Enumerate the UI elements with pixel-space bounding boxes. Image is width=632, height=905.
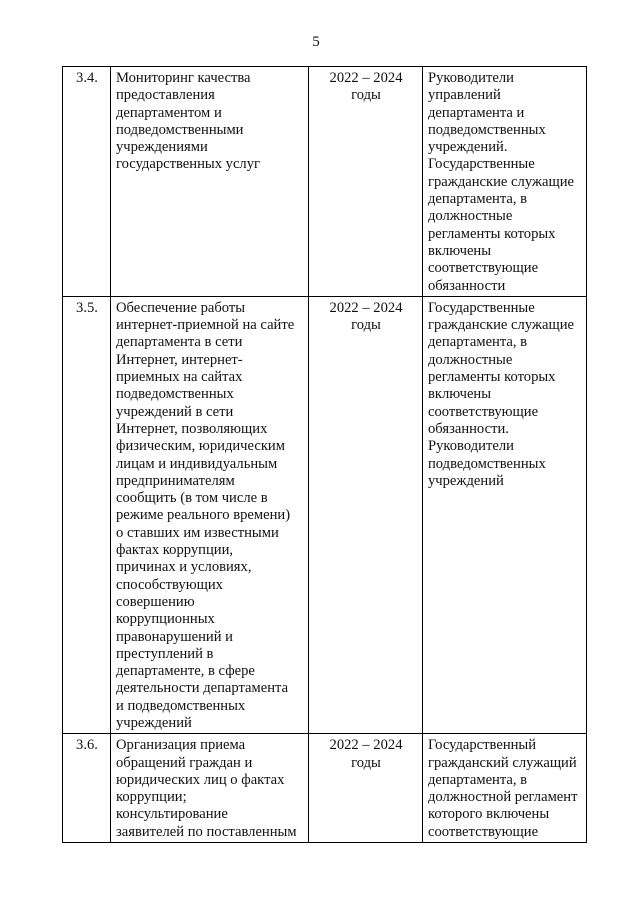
responsible-persons: Руководители управлений департамента и подведомственных учреждений. Государственные гражданские служащие департамента, в должностные регламенты которых включены соответствующие обязанности [423,67,587,297]
measure-description: Организация приема обращений граждан и юридических лиц о фактах коррупции; консультирование заявителей по поставленным [111,734,309,843]
deadline: 2022 – 2024 годы [309,296,423,733]
item-number: 3.6. [63,734,111,843]
responsible-persons: Государственные гражданские служащие департамента, в должностные регламенты которых включены соответствующие обязанности. Руководители подведомственных учреждений [423,296,587,733]
table-row [63,296,587,733]
measure-description: Обеспечение работы интернет-приемной на сайте департамента в сети Интернет, интернет- приемных на сайтах подведомственных учреждений в сети Интернет, позволяющих физическим, юридическим лицам и индивидуальным предпринимателям сообщить (в том числе в режиме реального времени) о ставших им известными фактах коррупции, причинах и условиях, способствующих совершению коррупционных правонарушений и преступлений в департаменте, в сфере деятельности департамента и подведомственных учреждений [111,296,309,733]
item-number: 3.5. [63,296,111,733]
table-row [63,67,587,297]
measures-table [62,66,587,843]
table-row [63,734,587,843]
item-number: 3.4. [63,67,111,297]
measure-description: Мониторинг качества предоставления департаментом и подведомственными учреждениями государственных услуг [111,67,309,297]
responsible-persons: Государственный гражданский служащий департамента, в должностной регламент которого включены соответствующие [423,734,587,843]
deadline: 2022 – 2024 годы [309,67,423,297]
deadline: 2022 – 2024 годы [309,734,423,843]
page-number: 5 [312,34,320,50]
